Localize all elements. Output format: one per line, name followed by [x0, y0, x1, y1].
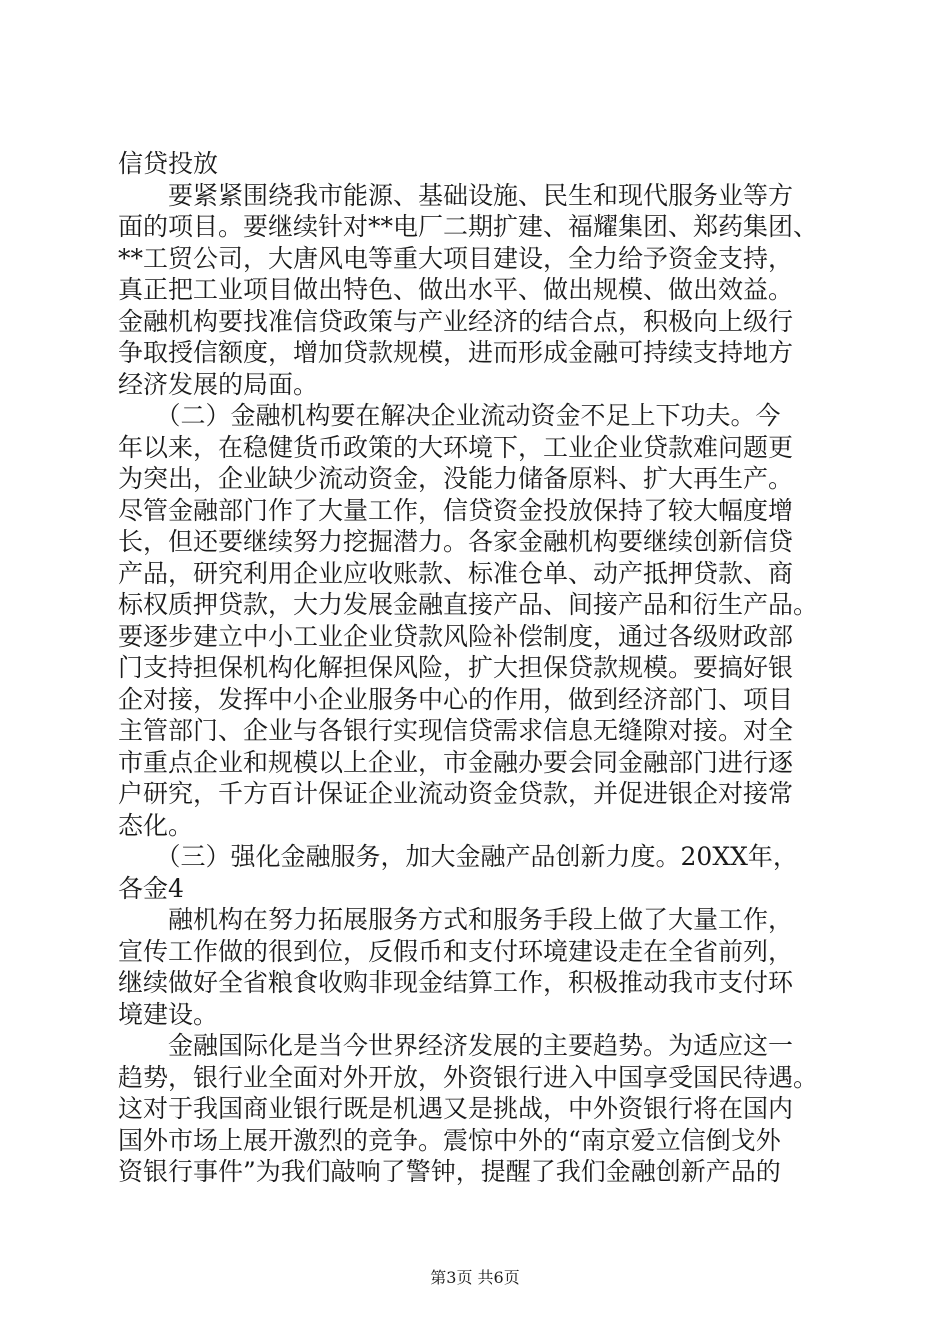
text-line: 为突出，企业缺少流动资金，没能力储备原料、扩大再生产。: [118, 464, 794, 493]
text-line: 真正把工业项目做出特色、做出水平、做出规模、做出效益。: [118, 275, 794, 304]
text-line: 各金4: [118, 873, 184, 903]
text-line: （三）强化金融服务，加大金融产品创新力度。20XX年，: [118, 842, 798, 871]
text-line: 市重点企业和规模以上企业，市金融办要会同金融部门进行逐: [118, 747, 794, 777]
text-line: 门支持担保机构化解担保风险，扩大担保贷款规模。要搞好银: [118, 653, 794, 682]
text-line: 争取授信额度，增加贷款规模，进而形成金融可持续支持地方: [118, 338, 794, 367]
text-line: 继续做好全省粮食收购非现金结算工作，积极推动我市支付环: [118, 968, 794, 997]
text-line: 长，但还要继续努力挖掘潜力。各家金融机构要继续创新信贷: [118, 527, 794, 556]
text-line: 信贷投放: [118, 149, 219, 178]
text-line: 宣传工作做的很到位，反假币和支付环境建设走在全省前列，: [118, 936, 794, 966]
text-line: （二）金融机构要在解决企业流动资金不足上下功夫。今: [118, 401, 781, 430]
text-line: 年以来，在稳健货币政策的大环境下，工业企业贷款难问题更: [118, 432, 794, 462]
text-line: 资银行事件”为我们敲响了警钟，提醒了我们金融创新产品的: [118, 1157, 781, 1186]
text-line: 趋势，银行业全面对外开放，外资银行进入中国享受国民待遇。: [118, 1062, 819, 1092]
text-line: 融机构在努力拓展服务方式和服务手段上做了大量工作，: [118, 905, 794, 934]
text-line: 产品，研究利用企业应收账款、标准仓单、动产抵押贷款、商: [118, 558, 794, 588]
text-line: 态化。: [118, 810, 194, 840]
text-line: 尽管金融部门作了大量工作，信贷资金投放保持了较大幅度增: [118, 495, 794, 525]
text-line: 金融机构要找准信贷政策与产业经济的结合点，积极向上级行: [118, 306, 794, 336]
text-line: 主管部门、企业与各银行实现信贷需求信息无缝隙对接。对全: [118, 716, 794, 745]
text-line: 面的项目。要继续针对**电厂二期扩建、福耀集团、郑药集团、: [118, 212, 819, 241]
text-line: 这对于我国商业银行既是机遇又是挑战，中外资银行将在国内: [118, 1094, 794, 1123]
text-line: 经济发展的局面。: [118, 369, 319, 399]
text-line: 境建设。: [118, 999, 219, 1029]
text-line: **工贸公司，大唐风电等重大项目建设，全力给予资金支持，: [118, 243, 794, 273]
text-line: 金融国际化是当今世界经济发展的主要趋势。为适应这一: [118, 1031, 794, 1060]
text-line: 要紧紧围绕我市能源、基础设施、民生和现代服务业等方: [118, 180, 794, 210]
text-line: 标权质押贷款，大力发展金融直接产品、间接产品和衍生产品。: [118, 590, 819, 619]
body-text: [118, 148, 838, 1188]
text-line: 企对接，发挥中小企业服务中心的作用，做到经济部门、项目: [118, 684, 794, 714]
text-line: 要逐步建立中小工业企业贷款风险补偿制度，通过各级财政部: [118, 621, 794, 651]
text-line: 国外市场上展开激烈的竞争。震惊中外的“南京爱立信倒戈外: [118, 1125, 781, 1155]
page-number-footer: 第3页 共6页: [430, 1268, 520, 1287]
text-line: 户研究，千方百计保证企业流动资金贷款，并促进银企对接常: [118, 779, 794, 808]
